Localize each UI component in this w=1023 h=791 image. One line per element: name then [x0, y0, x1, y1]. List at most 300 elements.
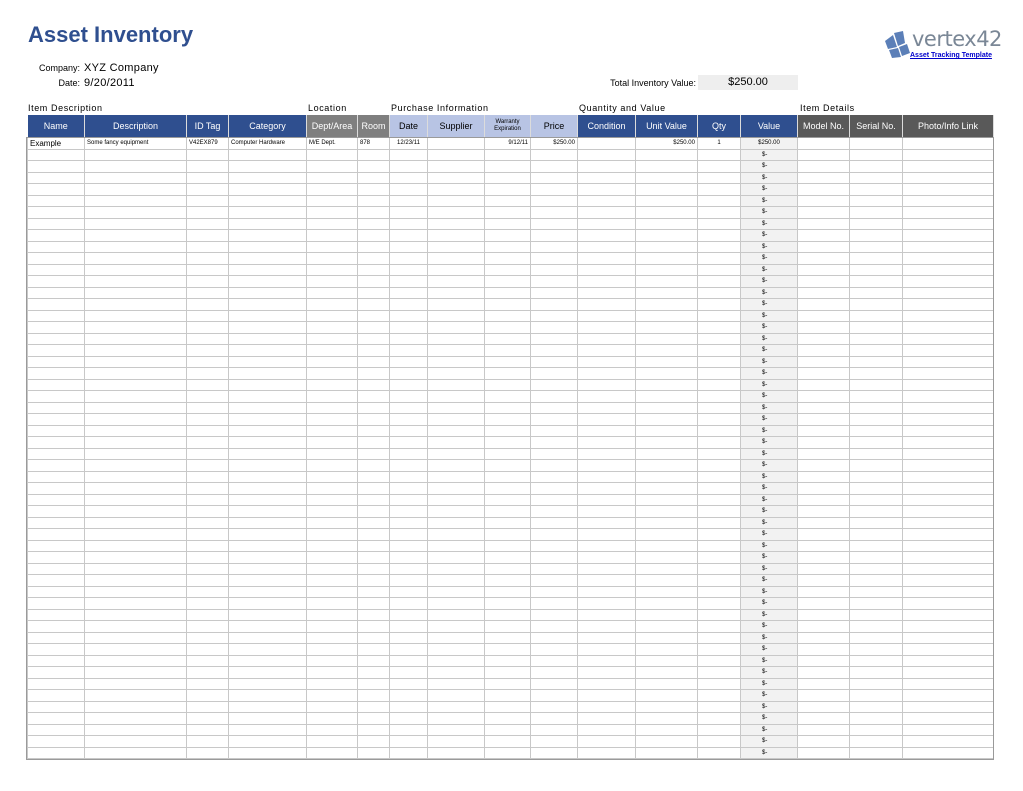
- table-cell[interactable]: [307, 667, 358, 679]
- table-cell[interactable]: [390, 724, 428, 736]
- table-cell[interactable]: [307, 598, 358, 610]
- table-cell[interactable]: [390, 391, 428, 403]
- table-cell[interactable]: [850, 184, 903, 196]
- table-cell[interactable]: [307, 149, 358, 161]
- table-cell[interactable]: [85, 391, 187, 403]
- col-price[interactable]: Price: [531, 115, 578, 138]
- table-cell[interactable]: [578, 437, 636, 449]
- col-photo-info-link[interactable]: Photo/Info Link: [903, 115, 994, 138]
- table-cell[interactable]: [187, 667, 229, 679]
- table-cell[interactable]: [358, 609, 390, 621]
- table-cell[interactable]: [358, 552, 390, 564]
- table-cell[interactable]: [187, 172, 229, 184]
- table-cell[interactable]: [698, 218, 741, 230]
- table-cell[interactable]: [798, 598, 850, 610]
- table-cell[interactable]: [229, 747, 307, 759]
- table-cell[interactable]: [698, 678, 741, 690]
- table-cell[interactable]: [578, 218, 636, 230]
- table-cell[interactable]: [28, 391, 85, 403]
- table-cell[interactable]: [798, 345, 850, 357]
- table-cell[interactable]: [531, 184, 578, 196]
- table-cell[interactable]: [485, 276, 531, 288]
- table-cell[interactable]: [85, 299, 187, 311]
- table-cell[interactable]: [307, 425, 358, 437]
- table-cell[interactable]: [485, 299, 531, 311]
- table-cell[interactable]: [307, 379, 358, 391]
- table-cell[interactable]: [698, 747, 741, 759]
- table-cell[interactable]: [390, 184, 428, 196]
- table-cell[interactable]: [229, 207, 307, 219]
- table-cell[interactable]: [229, 276, 307, 288]
- table-cell[interactable]: [636, 529, 698, 541]
- table-cell[interactable]: [229, 322, 307, 334]
- table-cell[interactable]: [698, 149, 741, 161]
- table-cell[interactable]: [698, 632, 741, 644]
- table-cell[interactable]: [187, 655, 229, 667]
- table-cell[interactable]: [358, 368, 390, 380]
- table-cell[interactable]: [636, 425, 698, 437]
- table-cell[interactable]: [85, 448, 187, 460]
- table-cell[interactable]: [531, 310, 578, 322]
- table-cell[interactable]: [28, 483, 85, 495]
- table-cell[interactable]: [390, 494, 428, 506]
- table-cell[interactable]: [531, 356, 578, 368]
- table-cell[interactable]: [636, 184, 698, 196]
- table-cell[interactable]: [85, 322, 187, 334]
- table-cell[interactable]: [531, 368, 578, 380]
- table-cell[interactable]: [85, 506, 187, 518]
- table-cell[interactable]: [903, 299, 994, 311]
- table-cell[interactable]: [358, 241, 390, 253]
- table-cell[interactable]: [187, 586, 229, 598]
- table-cell[interactable]: [798, 391, 850, 403]
- table-cell[interactable]: [390, 149, 428, 161]
- table-cell[interactable]: [485, 287, 531, 299]
- col-supplier[interactable]: Supplier: [428, 115, 485, 138]
- table-cell[interactable]: [850, 253, 903, 265]
- table-cell[interactable]: [903, 575, 994, 587]
- table-cell[interactable]: [798, 437, 850, 449]
- table-cell[interactable]: [485, 724, 531, 736]
- table-cell[interactable]: [636, 460, 698, 472]
- table-cell[interactable]: [358, 713, 390, 725]
- table-cell[interactable]: [428, 483, 485, 495]
- table-cell[interactable]: [578, 333, 636, 345]
- cell-category[interactable]: Computer Hardware: [229, 138, 307, 150]
- table-cell[interactable]: [358, 207, 390, 219]
- table-cell[interactable]: [307, 448, 358, 460]
- table-cell[interactable]: [358, 287, 390, 299]
- table-cell[interactable]: [390, 425, 428, 437]
- table-cell[interactable]: [390, 713, 428, 725]
- table-cell[interactable]: [850, 736, 903, 748]
- table-cell[interactable]: [531, 575, 578, 587]
- table-cell[interactable]: [531, 218, 578, 230]
- cell-id-tag[interactable]: V42EX879: [187, 138, 229, 150]
- table-cell[interactable]: [390, 506, 428, 518]
- table-cell[interactable]: [636, 207, 698, 219]
- table-cell[interactable]: [578, 713, 636, 725]
- table-cell[interactable]: [187, 322, 229, 334]
- cell-date[interactable]: 12/23/11: [390, 138, 428, 150]
- table-cell[interactable]: [903, 230, 994, 242]
- table-cell[interactable]: [903, 724, 994, 736]
- table-cell[interactable]: [698, 609, 741, 621]
- table-cell[interactable]: [28, 690, 85, 702]
- table-cell[interactable]: [531, 264, 578, 276]
- table-cell[interactable]: [636, 655, 698, 667]
- table-cell[interactable]: [698, 310, 741, 322]
- col-condition[interactable]: Condition: [578, 115, 636, 138]
- table-cell[interactable]: [428, 471, 485, 483]
- table-cell[interactable]: [850, 310, 903, 322]
- table-cell[interactable]: [428, 713, 485, 725]
- table-cell[interactable]: [485, 333, 531, 345]
- table-cell[interactable]: [850, 552, 903, 564]
- table-cell[interactable]: [850, 149, 903, 161]
- table-cell[interactable]: [187, 391, 229, 403]
- table-cell[interactable]: [903, 621, 994, 633]
- table-cell[interactable]: [485, 540, 531, 552]
- table-cell[interactable]: [798, 460, 850, 472]
- table-cell[interactable]: [28, 552, 85, 564]
- table-cell[interactable]: [85, 218, 187, 230]
- table-cell[interactable]: [698, 506, 741, 518]
- table-cell[interactable]: [698, 448, 741, 460]
- table-cell[interactable]: [850, 724, 903, 736]
- table-cell[interactable]: [85, 471, 187, 483]
- table-cell[interactable]: [85, 517, 187, 529]
- table-cell[interactable]: [428, 230, 485, 242]
- table-cell[interactable]: [85, 713, 187, 725]
- table-cell[interactable]: [187, 598, 229, 610]
- table-cell[interactable]: [850, 609, 903, 621]
- table-cell[interactable]: [850, 506, 903, 518]
- table-cell[interactable]: [798, 575, 850, 587]
- table-cell[interactable]: [28, 253, 85, 265]
- table-cell[interactable]: [850, 448, 903, 460]
- table-cell[interactable]: [428, 667, 485, 679]
- table-cell[interactable]: [698, 724, 741, 736]
- table-cell[interactable]: [85, 460, 187, 472]
- table-cell[interactable]: [850, 299, 903, 311]
- table-cell[interactable]: [229, 655, 307, 667]
- table-cell[interactable]: [28, 701, 85, 713]
- table-cell[interactable]: [85, 736, 187, 748]
- table-cell[interactable]: [229, 218, 307, 230]
- table-cell[interactable]: [85, 161, 187, 173]
- table-cell[interactable]: [390, 655, 428, 667]
- table-cell[interactable]: [28, 218, 85, 230]
- table-cell[interactable]: [85, 230, 187, 242]
- table-cell[interactable]: [307, 494, 358, 506]
- table-cell[interactable]: [636, 414, 698, 426]
- table-cell[interactable]: [85, 632, 187, 644]
- table-cell[interactable]: [636, 299, 698, 311]
- table-cell[interactable]: [485, 609, 531, 621]
- table-cell[interactable]: [28, 598, 85, 610]
- table-cell[interactable]: [229, 184, 307, 196]
- table-cell[interactable]: [903, 345, 994, 357]
- table-cell[interactable]: [636, 195, 698, 207]
- cell-price[interactable]: $250.00: [531, 138, 578, 150]
- table-cell[interactable]: [531, 437, 578, 449]
- table-cell[interactable]: [798, 540, 850, 552]
- table-cell[interactable]: [187, 379, 229, 391]
- table-cell[interactable]: [485, 632, 531, 644]
- table-cell[interactable]: [578, 149, 636, 161]
- table-cell[interactable]: [390, 644, 428, 656]
- table-cell[interactable]: [85, 333, 187, 345]
- table-cell[interactable]: [428, 494, 485, 506]
- table-cell[interactable]: [903, 494, 994, 506]
- table-cell[interactable]: [85, 609, 187, 621]
- table-cell[interactable]: [187, 690, 229, 702]
- table-cell[interactable]: [531, 241, 578, 253]
- table-cell[interactable]: [28, 621, 85, 633]
- table-cell[interactable]: [903, 207, 994, 219]
- table-cell[interactable]: [698, 264, 741, 276]
- table-cell[interactable]: [531, 667, 578, 679]
- table-cell[interactable]: [485, 253, 531, 265]
- table-cell[interactable]: [698, 621, 741, 633]
- table-cell[interactable]: [698, 529, 741, 541]
- table-cell[interactable]: [485, 644, 531, 656]
- table-cell[interactable]: [85, 287, 187, 299]
- table-cell[interactable]: [358, 655, 390, 667]
- table-cell[interactable]: [578, 678, 636, 690]
- table-cell[interactable]: [850, 483, 903, 495]
- table-cell[interactable]: [85, 540, 187, 552]
- table-cell[interactable]: [187, 161, 229, 173]
- table-cell[interactable]: [798, 724, 850, 736]
- table-cell[interactable]: [28, 736, 85, 748]
- cell-dept-area[interactable]: M/E Dept.: [307, 138, 358, 150]
- table-cell[interactable]: [578, 471, 636, 483]
- table-cell[interactable]: [358, 161, 390, 173]
- table-cell[interactable]: [578, 460, 636, 472]
- table-cell[interactable]: [229, 575, 307, 587]
- table-cell[interactable]: [229, 448, 307, 460]
- table-cell[interactable]: [28, 402, 85, 414]
- table-cell[interactable]: [428, 345, 485, 357]
- table-cell[interactable]: [229, 483, 307, 495]
- table-cell[interactable]: [578, 391, 636, 403]
- table-cell[interactable]: [307, 322, 358, 334]
- table-cell[interactable]: [28, 368, 85, 380]
- table-cell[interactable]: [229, 425, 307, 437]
- table-cell[interactable]: [698, 701, 741, 713]
- table-cell[interactable]: [390, 621, 428, 633]
- table-cell[interactable]: [798, 494, 850, 506]
- cell-model-no[interactable]: [798, 138, 850, 150]
- table-cell[interactable]: [578, 517, 636, 529]
- table-cell[interactable]: [636, 241, 698, 253]
- table-cell[interactable]: [85, 701, 187, 713]
- table-cell[interactable]: [485, 747, 531, 759]
- table-cell[interactable]: [636, 356, 698, 368]
- table-cell[interactable]: [85, 678, 187, 690]
- table-cell[interactable]: [798, 471, 850, 483]
- table-cell[interactable]: [428, 425, 485, 437]
- table-cell[interactable]: [798, 241, 850, 253]
- table-cell[interactable]: [85, 368, 187, 380]
- table-cell[interactable]: [28, 655, 85, 667]
- table-cell[interactable]: [485, 310, 531, 322]
- table-cell[interactable]: [229, 161, 307, 173]
- table-cell[interactable]: [307, 632, 358, 644]
- table-cell[interactable]: [798, 655, 850, 667]
- table-cell[interactable]: [485, 563, 531, 575]
- table-cell[interactable]: [578, 448, 636, 460]
- table-cell[interactable]: [307, 563, 358, 575]
- table-cell[interactable]: [428, 460, 485, 472]
- table-cell[interactable]: [798, 230, 850, 242]
- table-cell[interactable]: [85, 644, 187, 656]
- table-cell[interactable]: [578, 195, 636, 207]
- table-cell[interactable]: [485, 402, 531, 414]
- table-cell[interactable]: [531, 253, 578, 265]
- table-cell[interactable]: [485, 425, 531, 437]
- table-cell[interactable]: [28, 678, 85, 690]
- table-cell[interactable]: [903, 552, 994, 564]
- table-cell[interactable]: [798, 678, 850, 690]
- table-cell[interactable]: [578, 655, 636, 667]
- table-cell[interactable]: [187, 460, 229, 472]
- table-cell[interactable]: [428, 736, 485, 748]
- table-cell[interactable]: [229, 402, 307, 414]
- table-cell[interactable]: [229, 506, 307, 518]
- table-cell[interactable]: [578, 172, 636, 184]
- table-cell[interactable]: [28, 149, 85, 161]
- table-cell[interactable]: [358, 379, 390, 391]
- table-cell[interactable]: [229, 736, 307, 748]
- table-cell[interactable]: [28, 644, 85, 656]
- table-cell[interactable]: [428, 161, 485, 173]
- table-cell[interactable]: [428, 207, 485, 219]
- table-cell[interactable]: [358, 460, 390, 472]
- table-cell[interactable]: [798, 632, 850, 644]
- col-qty[interactable]: Qty: [698, 115, 741, 138]
- table-cell[interactable]: [903, 333, 994, 345]
- table-cell[interactable]: [307, 529, 358, 541]
- table-cell[interactable]: [485, 575, 531, 587]
- table-cell[interactable]: [428, 264, 485, 276]
- table-cell[interactable]: [390, 368, 428, 380]
- table-cell[interactable]: [85, 690, 187, 702]
- table-cell[interactable]: [698, 655, 741, 667]
- table-cell[interactable]: [390, 448, 428, 460]
- table-cell[interactable]: [28, 276, 85, 288]
- table-cell[interactable]: [578, 299, 636, 311]
- table-cell[interactable]: [28, 322, 85, 334]
- table-cell[interactable]: [798, 218, 850, 230]
- table-cell[interactable]: [229, 609, 307, 621]
- table-cell[interactable]: [85, 402, 187, 414]
- table-cell[interactable]: [428, 632, 485, 644]
- table-cell[interactable]: [358, 575, 390, 587]
- table-cell[interactable]: [307, 310, 358, 322]
- col-room[interactable]: Room: [358, 115, 390, 138]
- table-cell[interactable]: [428, 563, 485, 575]
- table-cell[interactable]: [28, 333, 85, 345]
- table-cell[interactable]: [187, 494, 229, 506]
- table-cell[interactable]: [85, 494, 187, 506]
- table-cell[interactable]: [428, 184, 485, 196]
- table-cell[interactable]: [307, 655, 358, 667]
- table-cell[interactable]: [903, 402, 994, 414]
- table-cell[interactable]: [903, 310, 994, 322]
- table-cell[interactable]: [187, 575, 229, 587]
- table-cell[interactable]: [28, 586, 85, 598]
- table-cell[interactable]: [850, 563, 903, 575]
- table-cell[interactable]: [798, 529, 850, 541]
- table-cell[interactable]: [358, 540, 390, 552]
- table-cell[interactable]: [798, 253, 850, 265]
- table-cell[interactable]: [531, 517, 578, 529]
- table-cell[interactable]: [698, 333, 741, 345]
- table-cell[interactable]: [850, 655, 903, 667]
- table-cell[interactable]: [485, 264, 531, 276]
- table-cell[interactable]: [229, 724, 307, 736]
- table-cell[interactable]: [531, 299, 578, 311]
- table-cell[interactable]: [390, 333, 428, 345]
- table-cell[interactable]: [428, 529, 485, 541]
- table-cell[interactable]: [636, 276, 698, 288]
- table-cell[interactable]: [28, 460, 85, 472]
- table-cell[interactable]: [485, 149, 531, 161]
- table-cell[interactable]: [428, 310, 485, 322]
- table-cell[interactable]: [903, 586, 994, 598]
- table-cell[interactable]: [229, 345, 307, 357]
- table-cell[interactable]: [485, 506, 531, 518]
- table-cell[interactable]: [428, 276, 485, 288]
- table-cell[interactable]: [428, 379, 485, 391]
- table-cell[interactable]: [28, 494, 85, 506]
- table-cell[interactable]: [903, 563, 994, 575]
- table-cell[interactable]: [428, 195, 485, 207]
- table-cell[interactable]: [903, 448, 994, 460]
- table-cell[interactable]: [307, 241, 358, 253]
- table-cell[interactable]: [903, 690, 994, 702]
- table-cell[interactable]: [187, 621, 229, 633]
- table-cell[interactable]: [307, 437, 358, 449]
- table-cell[interactable]: [636, 540, 698, 552]
- table-cell[interactable]: [358, 230, 390, 242]
- table-cell[interactable]: [636, 172, 698, 184]
- table-cell[interactable]: [307, 540, 358, 552]
- table-cell[interactable]: [28, 632, 85, 644]
- table-cell[interactable]: [798, 356, 850, 368]
- table-cell[interactable]: [229, 264, 307, 276]
- col-category[interactable]: Category: [229, 115, 307, 138]
- table-cell[interactable]: [390, 540, 428, 552]
- table-cell[interactable]: [390, 253, 428, 265]
- table-cell[interactable]: [798, 667, 850, 679]
- table-cell[interactable]: [187, 207, 229, 219]
- table-cell[interactable]: [798, 322, 850, 334]
- table-cell[interactable]: [428, 333, 485, 345]
- table-cell[interactable]: [578, 287, 636, 299]
- table-cell[interactable]: [390, 207, 428, 219]
- table-cell[interactable]: [85, 563, 187, 575]
- table-cell[interactable]: [390, 517, 428, 529]
- table-cell[interactable]: [531, 402, 578, 414]
- table-cell[interactable]: [636, 322, 698, 334]
- table-cell[interactable]: [307, 368, 358, 380]
- table-cell[interactable]: [307, 195, 358, 207]
- table-cell[interactable]: [903, 379, 994, 391]
